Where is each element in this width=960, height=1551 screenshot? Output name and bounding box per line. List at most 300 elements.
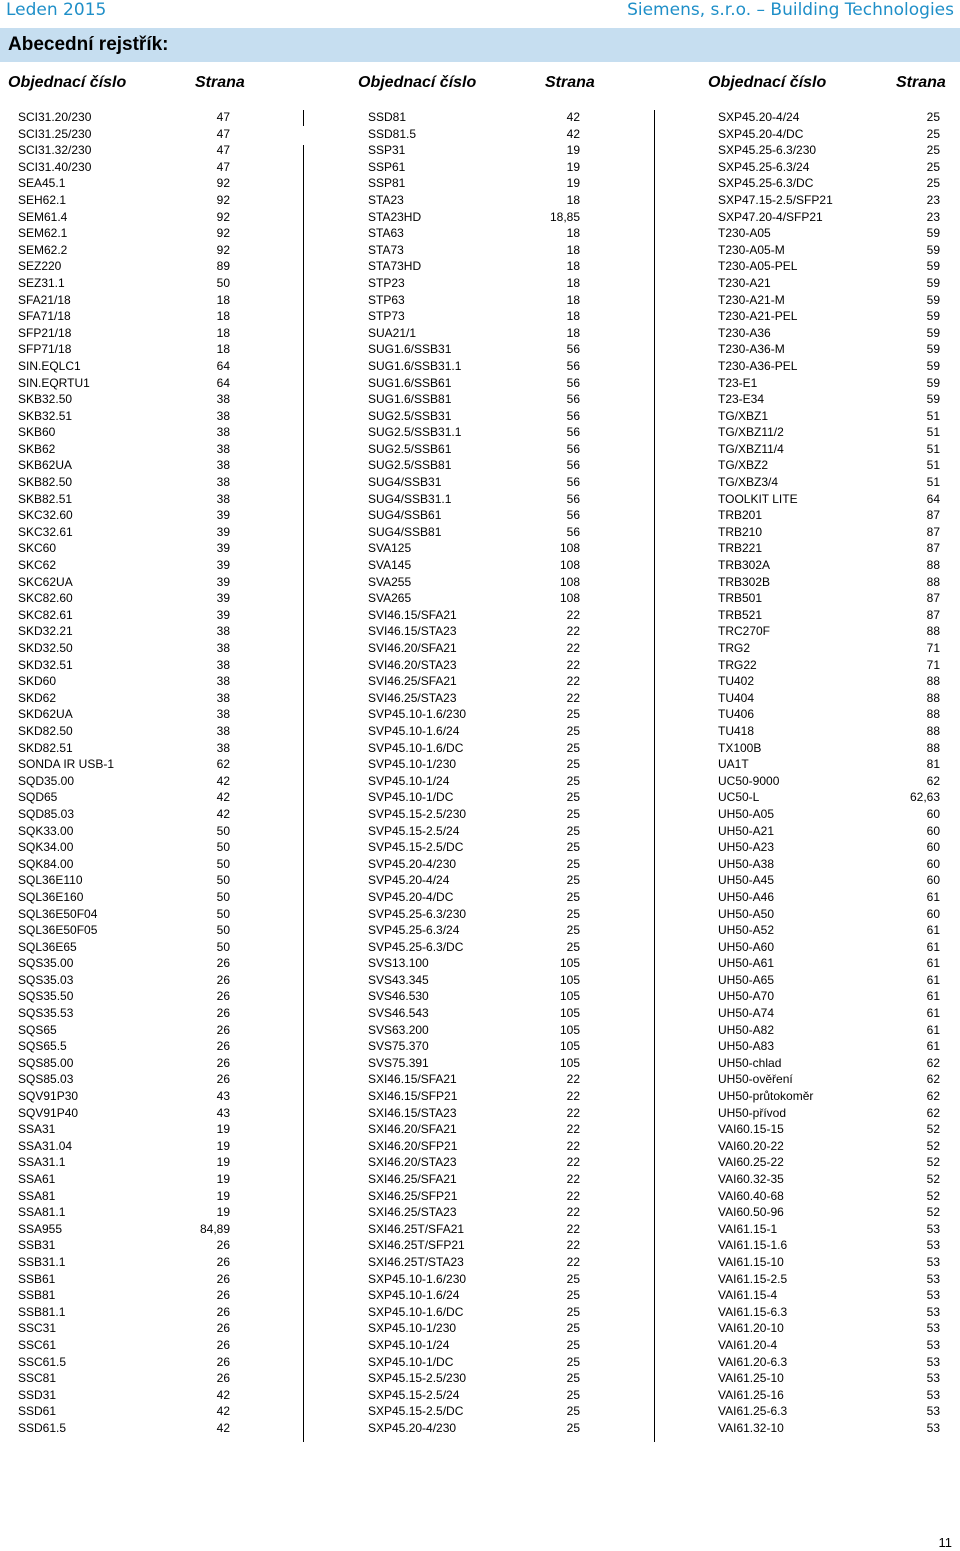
list-item: [718, 1304, 940, 1321]
page-ref: 47: [216, 126, 230, 141]
list-item: [18, 474, 230, 491]
order-number: SQS85.00: [18, 1055, 74, 1070]
page-ref: 47: [216, 159, 230, 174]
list-item: [718, 806, 940, 823]
page-ref: 26: [216, 1022, 230, 1037]
list-item: [718, 341, 940, 358]
list-item: [368, 1337, 580, 1354]
page-ref: 47: [216, 110, 230, 124]
list-item: [18, 657, 230, 674]
page-ref: 25: [566, 823, 580, 838]
order-number: SCI31.20/230: [18, 110, 92, 124]
order-number: SEZ220: [18, 259, 62, 274]
order-number: SQS35.03: [18, 972, 74, 987]
page-ref: 84,89: [199, 1221, 230, 1236]
list-item: [368, 225, 580, 242]
page-ref: 56: [566, 491, 580, 506]
list-item: [718, 375, 940, 392]
order-number: SXI46.15/SFA21: [368, 1072, 457, 1087]
list-item: [368, 292, 580, 309]
list-item: [718, 955, 940, 972]
list-item: [18, 524, 230, 541]
list-item: [718, 1121, 940, 1138]
order-number: SVS43.345: [368, 972, 429, 987]
page-ref: 19: [216, 1138, 230, 1153]
page-ref: 25: [926, 176, 940, 191]
order-number: SUG2.5/SSB31: [368, 408, 452, 423]
order-number: TRC270F: [718, 624, 771, 639]
page-ref: 88: [926, 674, 940, 689]
list-item: [18, 640, 230, 657]
page-ref: 39: [216, 508, 230, 523]
list-item: [18, 507, 230, 524]
page-ref: 50: [216, 275, 230, 290]
list-item: [368, 590, 580, 607]
list-item: [718, 209, 940, 226]
page-ref: 18: [216, 292, 230, 307]
order-number: VAI61.15-2.5: [718, 1271, 788, 1286]
col3-header-page: Strana: [896, 74, 946, 91]
page-ref: 81: [926, 757, 940, 772]
page-ref: 18: [566, 325, 580, 340]
order-number: UH50-chlad: [718, 1055, 782, 1070]
page-ref: 53: [926, 1238, 940, 1253]
list-item: [18, 391, 230, 408]
order-number: SEH62.1: [18, 192, 67, 207]
list-item: [368, 806, 580, 823]
page-ref: 108: [559, 558, 580, 573]
column-separator: [303, 110, 304, 126]
order-number: SSA81: [18, 1188, 56, 1203]
order-number: SSB61: [18, 1271, 56, 1286]
page-ref: 22: [566, 641, 580, 655]
list-item: [718, 457, 940, 474]
list-item: [718, 159, 940, 176]
list-item: [368, 1237, 580, 1254]
list-item: [18, 292, 230, 309]
order-number: UH50-A70: [718, 989, 775, 1004]
page-ref: 105: [559, 1039, 580, 1054]
order-number: SKB62UA: [18, 458, 73, 473]
list-item: [718, 623, 940, 640]
list-item: [718, 242, 940, 259]
order-number: T230-A21-M: [718, 292, 785, 307]
list-item: [18, 1287, 230, 1304]
page-ref: 61: [926, 956, 940, 971]
page-ref: 51: [926, 458, 940, 473]
list-item: [18, 789, 230, 806]
list-item: [718, 823, 940, 840]
page-ref: 56: [566, 524, 580, 539]
page-ref: 18: [566, 275, 580, 290]
page-ref: 59: [926, 375, 940, 390]
order-number: SIN.EQLC1: [18, 358, 81, 373]
list-item: [718, 258, 940, 275]
order-number: SIN.EQRTU1: [18, 375, 90, 390]
list-item: [368, 408, 580, 425]
order-number: SUG4/SSB31.1: [368, 491, 452, 506]
list-item: [718, 789, 940, 806]
page-ref: 62: [926, 1105, 940, 1120]
page-ref: 56: [566, 458, 580, 473]
order-number: SEM61.4: [18, 209, 68, 224]
order-number: TX100B: [718, 740, 762, 755]
order-number: T230-A05-PEL: [718, 259, 798, 274]
order-number: SSB31.1: [18, 1254, 66, 1269]
order-number: UH50-A82: [718, 1022, 775, 1037]
page-ref: 25: [566, 923, 580, 938]
order-number: TU404: [718, 690, 755, 705]
page-ref: 38: [216, 458, 230, 473]
order-number: T230-A36-PEL: [718, 358, 798, 373]
list-item: [368, 1055, 580, 1072]
order-number: SSP81: [368, 176, 406, 191]
list-item: [368, 109, 580, 126]
list-item: [718, 142, 940, 159]
page-ref: 53: [926, 1321, 940, 1336]
list-item: [718, 1337, 940, 1354]
page-ref: 42: [216, 806, 230, 821]
page-ref: 105: [559, 1006, 580, 1021]
list-item: [368, 142, 580, 159]
page-ref: 71: [926, 657, 940, 672]
page-ref: 59: [926, 358, 940, 373]
order-number: STP73: [368, 309, 405, 324]
page-ref: 18: [566, 242, 580, 257]
order-number: SFP71/18: [18, 342, 72, 357]
order-number: SKC62: [18, 558, 57, 573]
order-number: SQS65: [18, 1022, 57, 1037]
order-number: SFA71/18: [18, 309, 71, 324]
list-item: [368, 1121, 580, 1138]
list-item: [18, 308, 230, 325]
list-item: [718, 1154, 940, 1171]
list-item: [718, 325, 940, 342]
page-ref: 53: [926, 1304, 940, 1319]
order-number: SUA21/1: [368, 325, 417, 340]
page-ref: 22: [566, 1254, 580, 1269]
list-item: [18, 988, 230, 1005]
page-ref: 50: [216, 873, 230, 888]
list-item: [18, 126, 230, 143]
list-item: [18, 491, 230, 508]
page-ref: 38: [216, 674, 230, 689]
order-number: TU418: [718, 723, 755, 738]
list-item: [368, 258, 580, 275]
list-item: [18, 408, 230, 425]
index-column-3: [718, 109, 940, 1437]
page-ref: 38: [216, 641, 230, 655]
list-item: [718, 275, 940, 292]
list-item: [18, 109, 230, 126]
list-item: [18, 590, 230, 607]
list-item: [18, 574, 230, 591]
order-number: SSD81.5: [368, 126, 417, 141]
order-number: SVP45.20-4/DC: [368, 889, 454, 904]
order-number: TRB521: [718, 607, 763, 622]
order-number: SVA265: [368, 591, 412, 606]
page-ref: 53: [926, 1371, 940, 1386]
list-item: [18, 341, 230, 358]
order-number: SKC82.60: [18, 591, 73, 606]
order-number: UH50-ověření: [718, 1072, 793, 1087]
order-number: TG/XBZ11/4: [718, 441, 784, 456]
page-ref: 92: [216, 192, 230, 207]
list-item: [718, 308, 940, 325]
page-ref: 18: [216, 342, 230, 357]
page-ref: 38: [216, 657, 230, 672]
page-ref: 22: [566, 1238, 580, 1253]
order-number: SXI46.25T/SFA21: [368, 1221, 465, 1236]
page-ref: 53: [926, 1404, 940, 1419]
order-number: STP63: [368, 292, 405, 307]
list-item: [18, 1154, 230, 1171]
list-item: [18, 823, 230, 840]
order-number: SXP47.15-2.5/SFP21: [718, 192, 833, 207]
page-ref: 50: [216, 856, 230, 871]
order-number: SSB31: [18, 1238, 56, 1253]
page-ref: 52: [926, 1172, 940, 1186]
order-number: UH50-A46: [718, 889, 775, 904]
list-item: [368, 1088, 580, 1105]
order-number: SSP31: [368, 143, 406, 158]
page-ref: 18: [566, 292, 580, 307]
list-item: [18, 607, 230, 624]
order-number: SQS35.50: [18, 989, 74, 1004]
list-item: [18, 557, 230, 574]
page-ref: 38: [216, 690, 230, 705]
order-number: TRB302A: [718, 558, 771, 573]
page-ref: 25: [566, 1387, 580, 1402]
page-ref: 19: [566, 159, 580, 174]
list-item: [368, 657, 580, 674]
list-item: [18, 1188, 230, 1205]
order-number: SQS35.53: [18, 1006, 74, 1021]
order-number: SFP21/18: [18, 325, 72, 340]
page-ref: 105: [559, 972, 580, 987]
list-item: [368, 557, 580, 574]
list-item: [18, 209, 230, 226]
order-number: VAI60.50-96: [718, 1205, 784, 1220]
list-item: [718, 474, 940, 491]
page-ref: 60: [926, 873, 940, 888]
order-number: SXI46.25/STA23: [368, 1205, 457, 1220]
list-item: [368, 192, 580, 209]
page-ref: 18: [566, 192, 580, 207]
list-item: [718, 1370, 940, 1387]
order-number: SVS46.543: [368, 1006, 429, 1021]
order-number: VAI61.25-16: [718, 1387, 784, 1402]
list-item: [718, 1005, 940, 1022]
page-ref: 105: [559, 1055, 580, 1070]
page-ref: 59: [926, 309, 940, 324]
page-ref: 38: [216, 475, 230, 490]
list-item: [718, 1221, 940, 1238]
page-ref: 51: [926, 425, 940, 440]
page-ref: 25: [566, 740, 580, 755]
page-ref: 19: [216, 1122, 230, 1137]
list-item: [368, 175, 580, 192]
order-number: UH50-A50: [718, 906, 775, 921]
list-item: [18, 159, 230, 176]
order-number: SQK33.00: [18, 823, 74, 838]
order-number: SSA31.04: [18, 1138, 73, 1153]
order-number: SSD61: [18, 1404, 57, 1419]
order-number: STA23HD: [368, 209, 422, 224]
page-ref: 25: [566, 1404, 580, 1419]
order-number: SXI46.25T/STA23: [368, 1254, 464, 1269]
page-ref: 23: [926, 209, 940, 224]
list-item: [18, 1370, 230, 1387]
list-item: [718, 192, 940, 209]
order-number: TU402: [718, 674, 755, 689]
list-item: [368, 1354, 580, 1371]
list-item: [718, 1038, 940, 1055]
page-ref: 42: [216, 1387, 230, 1402]
order-number: SVP45.25-6.3/DC: [368, 939, 464, 954]
page-ref: 59: [926, 259, 940, 274]
list-item: [368, 1105, 580, 1122]
list-item: [718, 706, 940, 723]
list-item: [368, 424, 580, 441]
order-number: UH50-A74: [718, 1006, 775, 1021]
page-ref: 62: [926, 1072, 940, 1087]
order-number: SVI46.25/SFA21: [368, 674, 457, 689]
order-number: TG/XBZ1: [718, 408, 769, 423]
list-item: [718, 1088, 940, 1105]
order-number: TG/XBZ11/2: [718, 425, 784, 440]
order-number: SVS75.370: [368, 1039, 429, 1054]
list-item: [368, 1304, 580, 1321]
order-number: SQS65.5: [18, 1039, 67, 1054]
list-item: [18, 1005, 230, 1022]
page-ref: 38: [216, 408, 230, 423]
page-ref: 26: [216, 1271, 230, 1286]
order-number: SKD60: [18, 674, 57, 689]
list-item: [18, 1420, 230, 1437]
order-number: SXP45.25-6.3/24: [718, 159, 810, 174]
order-number: SVS75.391: [368, 1055, 429, 1070]
page-ref: 22: [566, 657, 580, 672]
order-number: SKB82.51: [18, 491, 73, 506]
page-ref: 88: [926, 740, 940, 755]
order-number: SVI46.15/STA23: [368, 624, 457, 639]
order-number: UH50-A52: [718, 923, 775, 938]
order-number: SUG2.5/SSB31.1: [368, 425, 462, 440]
page-ref: 25: [566, 757, 580, 772]
page-ref: 26: [216, 1371, 230, 1386]
list-item: [718, 358, 940, 375]
page-ref: 25: [926, 159, 940, 174]
list-item: [368, 1287, 580, 1304]
list-item: [368, 972, 580, 989]
list-item: [368, 1154, 580, 1171]
list-item: [718, 540, 940, 557]
page-ref: 88: [926, 624, 940, 639]
page-ref: 61: [926, 1022, 940, 1037]
list-item: [368, 242, 580, 259]
list-item: [718, 1138, 940, 1155]
page-ref: 25: [926, 126, 940, 141]
order-number: SCI31.40/230: [18, 159, 92, 174]
page-ref: 87: [926, 541, 940, 556]
order-number: SEM62.1: [18, 226, 68, 241]
order-number: SKD82.51: [18, 740, 73, 755]
list-item: [718, 1403, 940, 1420]
order-number: SSA31.1: [18, 1155, 66, 1170]
list-item: [718, 1287, 940, 1304]
list-item: [368, 474, 580, 491]
list-item: [718, 557, 940, 574]
list-item: [718, 1105, 940, 1122]
order-number: SXI46.15/STA23: [368, 1105, 457, 1120]
page-ref: 53: [926, 1354, 940, 1369]
order-number: T23-E34: [718, 392, 765, 407]
list-item: [718, 740, 940, 757]
page-ref: 38: [216, 723, 230, 738]
column-separator: [654, 110, 655, 1442]
page-ref: 56: [566, 425, 580, 440]
order-number: SKB60: [18, 425, 56, 440]
order-number: SVS46.530: [368, 989, 429, 1004]
page-ref: 18: [566, 309, 580, 324]
page-ref: 38: [216, 425, 230, 440]
list-item: [718, 1320, 940, 1337]
list-item: [718, 1237, 940, 1254]
list-item: [718, 607, 940, 624]
order-number: TRG22: [718, 657, 757, 672]
order-number: SKD32.21: [18, 624, 73, 639]
order-number: SKD32.51: [18, 657, 73, 672]
list-item: [18, 457, 230, 474]
list-item: [718, 441, 940, 458]
list-item: [368, 906, 580, 923]
page-ref: 19: [216, 1155, 230, 1170]
order-number: SVP45.10-1.6/24: [368, 723, 460, 738]
list-item: [368, 457, 580, 474]
list-item: [368, 209, 580, 226]
order-number: VAI61.32-10: [718, 1420, 784, 1435]
order-number: SXP45.15-2.5/DC: [368, 1404, 464, 1419]
page-ref: 26: [216, 1354, 230, 1369]
list-item: [368, 524, 580, 541]
list-item: [18, 1254, 230, 1271]
order-number: TRB501: [718, 591, 763, 606]
list-item: [718, 972, 940, 989]
order-number: TOOLKIT LITE: [718, 491, 798, 506]
list-item: [18, 1387, 230, 1404]
page-ref: 108: [559, 541, 580, 556]
page-ref: 25: [566, 1304, 580, 1319]
list-item: [368, 341, 580, 358]
page-ref: 50: [216, 939, 230, 954]
page-ref: 52: [926, 1138, 940, 1153]
order-number: T23-E1: [718, 375, 758, 390]
order-number: SXP45.15-2.5/24: [368, 1387, 460, 1402]
page-ref: 62: [926, 1089, 940, 1104]
page-ref: 60: [926, 806, 940, 821]
page-header: [0, 0, 960, 26]
list-item: [718, 856, 940, 873]
order-number: VAI60.40-68: [718, 1188, 784, 1203]
page-ref: 52: [926, 1205, 940, 1220]
order-number: T230-A21-PEL: [718, 309, 798, 324]
list-item: [718, 640, 940, 657]
list-item: [368, 358, 580, 375]
order-number: SVI46.20/SFA21: [368, 641, 457, 655]
list-item: [718, 756, 940, 773]
page-ref: 52: [926, 1188, 940, 1203]
